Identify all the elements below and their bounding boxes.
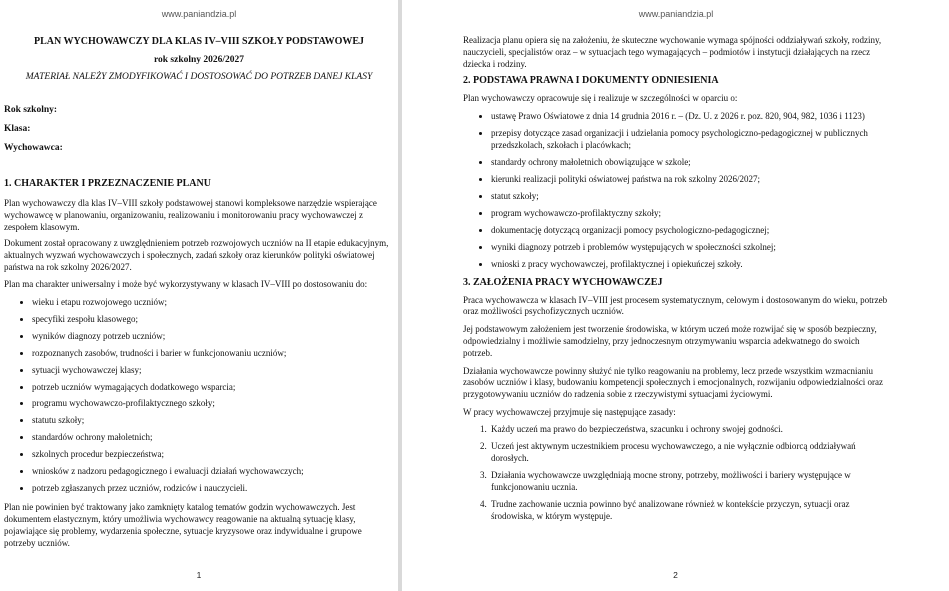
list-item: 3. Działania wychowawcze uwzględniają mocne strony, potrzeby, możliwości i bariery występujące w funkcjonowaniu ucznia. [489,470,889,494]
list-item: • dokumentację dotyczącą organizacji pomocy psychologiczno-pedagogicznej; [491,225,889,237]
list-item: • szkolnych procedur bezpieczeństwa; [32,449,394,461]
list-item: • standardów ochrony małoletnich; [32,432,394,444]
school-year-subtitle: rok szkolny 2026/2027 [153,55,245,65]
page-number: 1 [196,570,202,580]
list-item: • statut szkoły; [491,191,889,203]
list-item: • rozpoznanych zasobów, trudności i barier w funkcjonowaniu uczniów; [32,348,394,360]
section-3-paragraph-2: Jej podstawowym założeniem jest tworzenie środowiska, w którym uczeń może rozwijać się w sposób bezpieczny, odpowiedzialny i możliwie samodzielny, przy jednoczesnym otrzymywaniu wsparcia adekwatnego do swoich potrzeb. [463,324,877,358]
section-3-paragraph-1: Praca wychowawcza w klasach IV–VIII jest procesem systematycznym, celowym i dostosowanym do wieku, potrzeb oraz możliwości psychofizycznych uczniów. [463,294,888,317]
list-item: • potrzeb uczniów wymagających dodatkowego wsparcia; [32,382,394,394]
intro-paragraph: Realizacja planu opiera się na założeniu, że skuteczne wychowanie wymaga spójności oddziaływań szkoły, rodziny, nauczycieli, specjalistów oraz – w sytuacjach tego wymagających – podmiotów i instytucji działających na rzecz dziecka i rodziny. [463,35,882,69]
page-header-url: www.paniandzia.pl [161,9,237,19]
adaptation-list [4,297,394,496]
list-item: • wniosków z nadzoru pedagogicznego i ewaluacji działań wychowawczych; [32,466,394,478]
legal-basis-list [463,111,889,270]
list-item: • standardy ochrony małoletnich obowiązujące w szkole; [491,157,889,169]
section-3-heading: 3. ZAŁOŻENIA PRACY WYCHOWAWCZEJ [463,276,663,288]
meta-school-year-label: Rok szkolny: [4,105,58,115]
list-item: • kierunki realizacji polityki oświatowej państwa na rok szkolny 2026/2027; [491,174,889,186]
list-item: • potrzeb zgłaszanych przez uczniów, rodziców i nauczycieli. [32,483,394,495]
section-1-paragraph-2: Dokument został opracowany z uwzględnieniem potrzeb rozwojowych uczniów na II etapie edukacyjnym, aktualnych wyzwań wychowawczych i społecznych, zadań szkoły oraz kierunków polityki oświatowej państwa na rok szkolny 2026/2027. [4,238,389,272]
document-title: PLAN WYCHOWAWCZY DLA KLAS IV–VIII SZKOŁY PODSTAWOWEJ [33,36,365,47]
list-item: • ustawę Prawo Oświatowe z dnia 14 grudnia 2016 r. – (Dz. U. z 2026 r. poz. 820, 904, 982, 1036 i 1123) [491,111,889,123]
page-number: 2 [673,570,678,580]
list-item: • specyfiki zespołu klasowego; [32,314,394,326]
meta-class-label: Klasa: [4,124,31,134]
section-2-heading: 2. PODSTAWA PRAWNA I DOKUMENTY ODNIESIENIA [463,75,719,87]
list-item: 1. Każdy uczeń ma prawo do bezpieczeństwa, szacunku i ochrony swojej godności. [489,424,889,436]
section-1-paragraph-4: Plan nie powinien być traktowany jako zamknięty katalog tematów godzin wychowawczych. Jest dokumentem elastycznym, który umożliwia wychowawcy reagowanie na aktualną sytuację klasy, pojawiające się problemy, wydarzenia społeczne, sytuacje kryzysowe oraz indywidualne i grupowe potrzeby uczniów. [4,502,362,548]
page-header-url: www.paniandzia.pl [638,9,714,19]
list-item: • program wychowawczo-profilaktyczny szkoły; [491,208,889,220]
section-1-paragraph-1: Plan wychowawczy dla klas IV–VIII szkoły podstawowej stanowi kompleksowe narzędzie wspierające wychowawcę w planowaniu, organizowaniu, realizowaniu i monitorowaniu pracy wychowawczej z zespołem klasowym. [4,198,377,232]
section-3-paragraph-3: Działania wychowawcze powinny służyć nie tylko reagowaniu na problemy, lecz przede wszystkim wzmacnianiu zasobów uczniów i klasy, budowaniu kompetencji społecznych i emocjonalnych, rozwijaniu odpowiedzialności oraz przygotowywaniu uczniów do radzenia sobie z rzeczywistymi sytuacjami życiowymi. [463,365,884,400]
document-page-1 [0,0,398,591]
list-item: • programu wychowawczo-profilaktycznego szkoły; [32,398,394,410]
section-3-paragraph-4: W pracy wychowawczej przyjmuje się następujące zasady: [463,407,676,418]
list-item: • sytuacji wychowawczej klasy; [32,365,394,377]
document-page-2 [402,0,949,591]
list-item: • wyników diagnozy potrzeb uczniów; [32,331,394,343]
section-1-heading: 1. CHARAKTER I PRZEZNACZENIE PLANU [4,178,211,189]
list-item: • przepisy dotyczące zasad organizacji i udzielania pomocy psychologiczno-pedagogicznej w publicznych przedszkolach, szkołach i placówkach; [491,128,889,152]
section-2-paragraph: Plan wychowawczy opracowuje się i realizuje w szczególności w oparciu o: [463,93,738,104]
list-item: • statutu szkoły; [32,415,394,427]
list-item: • wieku i etapu rozwojowego uczniów; [32,297,394,309]
list-item: • wnioski z pracy wychowawczej, profilaktycznej i opiekuńczej szkoły. [491,259,889,271]
list-item: 2. Uczeń jest aktywnym uczestnikiem procesu wychowawczego, a nie wyłącznie odbiorcą oddziaływań dorosłych. [489,441,889,465]
section-1-paragraph-3: Plan ma charakter uniwersalny i może być wykorzystywany w klasach IV–VIII po dostosowaniu do: [4,278,368,289]
list-item: 4. Trudne zachowanie ucznia powinno być analizowane również w kontekście przyczyn, sytuacji oraz środowiska, w którym występuje. [489,499,889,523]
list-item: • wyniki diagnozy potrzeb i problemów występujących w społeczności szkolnej; [491,242,889,254]
modification-note: MATERIAŁ NALEŻY ZMODYFIKOWAĆ I DOSTOSOWAĆ DO POTRZEB DANEJ KLASY [25,72,373,82]
principles-list [463,424,889,523]
meta-teacher-label: Wychowawca: [4,143,63,153]
